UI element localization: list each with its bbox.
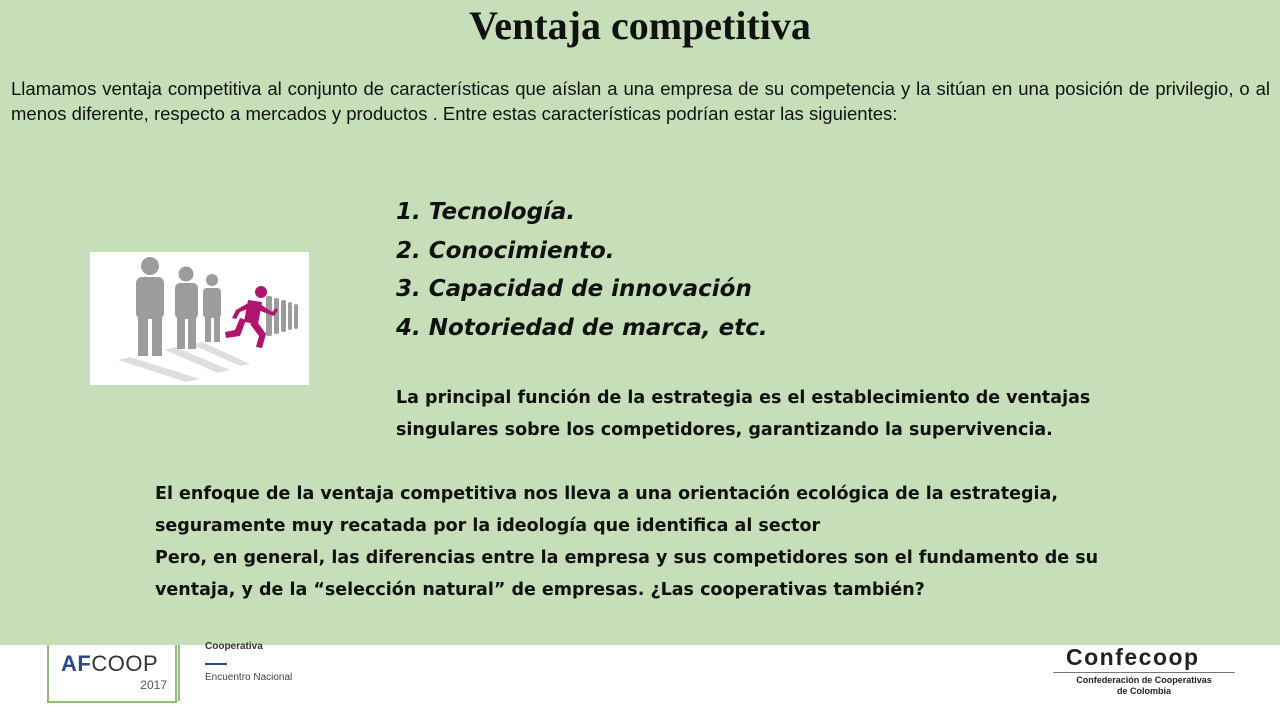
text-line: seguramente muy recatada por la ideología que identifica al sector xyxy=(155,516,821,536)
list-item: 4. Notoriedad de marca, etc. xyxy=(396,314,768,341)
confecoop-logo: Confecoop xyxy=(1066,644,1200,670)
text-line: singulares sobre los competidores, garantizando la supervivencia. xyxy=(396,420,1053,440)
confecoop-divider xyxy=(1053,672,1235,673)
afcoop-af: AF xyxy=(61,651,92,676)
characteristics-list xyxy=(396,193,768,347)
slide-title: Ventaja competitiva xyxy=(469,3,811,48)
text-line: ventaja, y de la “selección natural” de empresas. ¿Las cooperativas también? xyxy=(155,580,925,600)
text-line: Pero, en general, las diferencias entre la empresa y sus competidores son el fundamento de su xyxy=(155,548,1099,568)
competition-illustration xyxy=(90,252,309,385)
text-line: El enfoque de la ventaja competitiva nos lleva a una orientación ecológica de la estrategia, xyxy=(155,484,1058,504)
encuentro-label: Encuentro Nacional xyxy=(205,672,293,683)
footer xyxy=(0,641,1280,720)
dash-divider xyxy=(205,663,227,665)
strategy-paragraph xyxy=(396,382,1196,446)
confecoop-subtitle xyxy=(1053,675,1235,697)
standing-figures-image xyxy=(90,252,309,385)
confecoop-sub-line: Confederación de Cooperativas xyxy=(1076,675,1212,685)
intro-paragraph: Llamamos ventaja competitiva al conjunto de características que aíslan a una empresa de su competencia y la sitúan en una posición de privilegio, o al menos diferente, respecto a mercados y productos . Entre estas características podrían estar las siguientes: xyxy=(11,78,1270,124)
confecoop-sub-line: de Colombia xyxy=(1116,686,1171,696)
logo-divider xyxy=(178,645,180,701)
list-item: 2. Conocimiento. xyxy=(396,237,615,264)
cooperativa-label: Cooperativa xyxy=(205,641,263,652)
list-item: 1. Tecnología. xyxy=(396,199,576,225)
afcoop-year: 2017 xyxy=(140,678,167,692)
text-line: La principal función de la estrategia es el establecimiento de ventajas xyxy=(396,388,1091,408)
conclusion-paragraph xyxy=(155,478,1225,606)
afcoop-coop: COOP xyxy=(91,651,159,676)
afcoop-logo xyxy=(47,645,177,703)
list-item: 3. Capacidad de innovación xyxy=(396,276,752,302)
